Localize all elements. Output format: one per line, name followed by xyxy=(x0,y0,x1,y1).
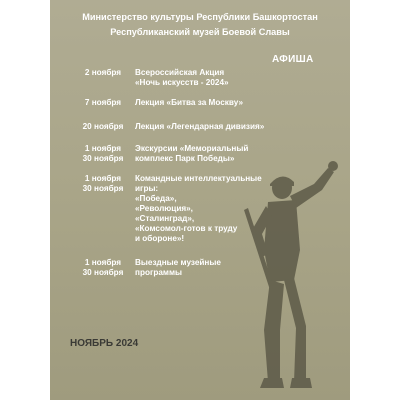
event-text-line: «Сталинград», xyxy=(135,214,195,223)
event-description xyxy=(135,258,260,278)
event-date xyxy=(76,122,130,132)
event-text-line: Всероссийская Акция xyxy=(135,68,225,77)
header-museum: Республиканский музей Боевой Славы xyxy=(110,27,290,37)
event-date-line: 1 ноября xyxy=(84,174,122,183)
event-text-line: «Комсомол-готов к труду xyxy=(135,224,238,233)
event-text-line: Командные интеллектуальные xyxy=(135,174,262,183)
event-text-line: комплекс Парк Победы» xyxy=(135,154,235,163)
event-text-line: программы xyxy=(135,268,183,277)
event-date-line: 30 ноября xyxy=(82,184,124,193)
event-text-line: «Революция», xyxy=(135,204,193,213)
event-description xyxy=(135,174,260,244)
event-date-line: 1 ноября xyxy=(84,144,122,153)
event-description xyxy=(135,68,260,88)
event-text-line: «Ночь искусств - 2024» xyxy=(135,78,229,87)
event-text-line: Выездные музейные xyxy=(135,258,221,267)
event-date-line: 1 ноября xyxy=(84,258,122,267)
event-text-line: и обороне»! xyxy=(135,234,185,243)
event-date xyxy=(76,258,130,278)
event-text-line: игры: xyxy=(135,184,159,193)
afisha-title: АФИША xyxy=(272,54,314,65)
event-text-line: «Победа», xyxy=(135,194,177,203)
event-date xyxy=(76,68,130,78)
event-description xyxy=(135,144,260,164)
event-text-line: Экскурсии «Мемориальный xyxy=(135,144,249,153)
event-date xyxy=(76,98,130,108)
event-description xyxy=(135,98,260,108)
event-text-line: Лекция «Битва за Москву» xyxy=(135,98,244,107)
event-date xyxy=(76,144,130,164)
event-date-line: 2 ноября xyxy=(84,68,122,77)
event-date-line: 7 ноября xyxy=(84,98,122,107)
event-text-line: Лекция «Легендарная дивизия» xyxy=(135,122,265,131)
event-date-line: 30 ноября xyxy=(82,268,124,277)
event-date-line: 20 ноября xyxy=(82,122,124,131)
event-date-line: 30 ноября xyxy=(82,154,124,163)
month-label: НОЯБРЬ 2024 xyxy=(70,338,139,349)
poster-header xyxy=(50,10,350,40)
event-date xyxy=(76,174,130,194)
header-ministry: Министерство культуры Республики Башкортостан xyxy=(82,12,318,22)
event-description xyxy=(135,122,265,132)
poster xyxy=(50,0,350,400)
